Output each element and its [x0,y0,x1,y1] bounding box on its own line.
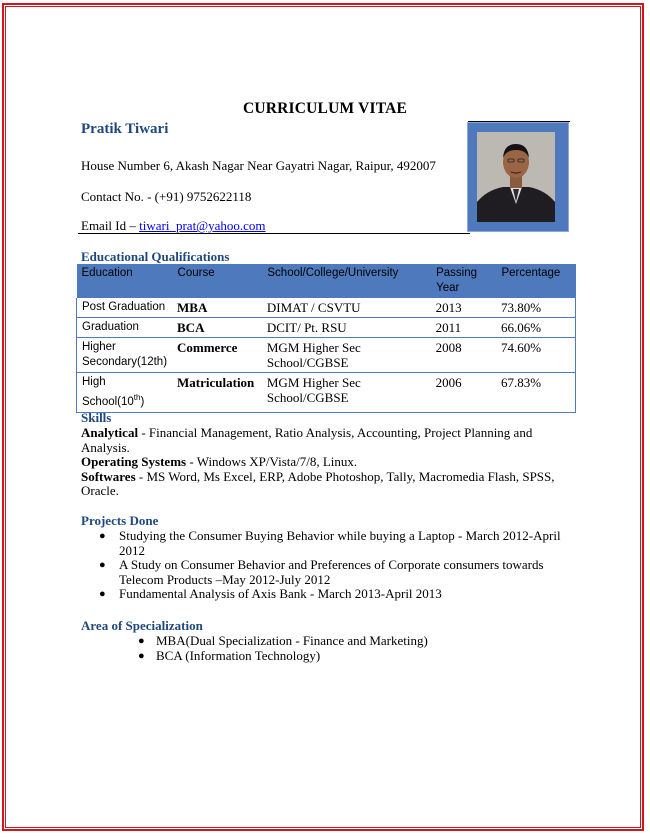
bullet-icon: ● [138,635,145,647]
table-row [77,338,576,373]
list-item [99,557,569,587]
header-course: Course [172,264,262,298]
project-text: Fundamental Analysis of Axis Bank - March 2013-April 2013 [119,586,442,601]
cell-year: 2013 [431,298,496,318]
header-percentage: Percentage [496,264,576,298]
cell-percentage: 73.80% [496,298,576,318]
projects-list [99,528,569,602]
profile-photo-frame [467,122,569,232]
table-row [77,298,576,318]
project-text: Studying the Consumer Buying Behavior while buying a Laptop - March 2012-April 2012 [119,528,561,558]
cell-school: DIMAT / CSVTU [262,298,431,318]
specialization-text: MBA(Dual Specialization - Finance and Marketing) [156,633,428,648]
bullet-icon: ● [99,559,106,571]
education-table [76,264,576,413]
cell-education-sup: th [133,393,141,402]
cell-year: 2008 [431,338,496,373]
address-line: House Number 6, Akash Nagar Near Gayatri Nagar, Raipur, 492007 [81,158,436,173]
header-school: School/College/University [262,264,431,298]
cell-percentage: 67.83% [496,373,576,413]
skill-item [81,455,561,470]
table-header-row [77,264,576,298]
education-heading: Educational Qualifications [81,249,230,264]
projects-heading: Projects Done [81,513,159,528]
cell-education [77,373,173,413]
list-item [99,528,569,558]
list-item [138,647,556,664]
skill-label: Softwares [81,468,136,484]
cell-education-end: ) [140,395,145,408]
skill-label: Analytical [81,425,139,440]
specialization-text: BCA (Information Technology) [156,647,321,663]
project-text: A Study on Consumer Behavior and Preferences of Corporate consumers towards Telecom Products –May 2012-July 2012 [119,557,544,587]
cell-education: Graduation [77,318,173,338]
cell-education-main: High School(10 [82,376,134,408]
bullet-icon: ● [99,588,106,600]
list-item [99,586,569,602]
skill-item [81,426,561,455]
skills-heading: Skills [81,410,112,425]
cell-education: Higher Secondary(12th) [77,338,173,373]
skill-item [81,470,561,499]
bullet-icon: ● [99,530,106,542]
skill-text: - MS Word, Ms Excel, ERP, Adobe Photoshop, Tally, Macromedia Flash, SPSS, Oracle. [81,468,555,498]
email-line [81,218,266,234]
cell-percentage: 74.60% [496,338,576,373]
cell-year: 2006 [431,373,496,413]
skills-list [81,426,561,499]
skill-label: Operating Systems [81,454,187,469]
email-link[interactable]: tiwari_prat@yahoo.com [139,218,266,233]
skill-text: - Windows XP/Vista/7/8, Linux. [186,454,358,469]
specialization-list [138,633,556,663]
cell-course: BCA [172,318,262,338]
divider-bottom [78,233,470,234]
table-row [77,318,576,338]
cell-education: Post Graduation [77,298,173,318]
cell-school: MGM Higher Sec School/CGBSE [262,338,431,373]
cell-school: DCIT/ Pt. RSU [262,318,431,338]
contact-line: Contact No. - (+91) 9752622118 [81,189,252,204]
header-passing-year: Passing Year [431,264,496,298]
cell-school: MGM Higher Sec School/CGBSE [262,373,431,413]
skill-text: - Financial Management, Ratio Analysis, Accounting, Project Planning and Analysis. [81,425,533,455]
cell-course: MBA [172,298,262,318]
candidate-name: Pratik Tiwari [81,121,169,137]
header-education: Education [77,264,173,298]
list-item [138,633,556,649]
cell-course: Commerce [172,338,262,373]
cell-year: 2011 [431,318,496,338]
specialization-heading: Area of Specialization [81,618,203,633]
email-label: Email Id – [81,218,140,233]
bullet-icon: ● [138,649,145,662]
table-row [77,373,576,413]
cell-course: Matriculation [172,373,262,413]
profile-photo [477,132,555,222]
cell-percentage: 66.06% [496,318,576,338]
document-title: CURRICULUM VITAE [242,100,408,117]
